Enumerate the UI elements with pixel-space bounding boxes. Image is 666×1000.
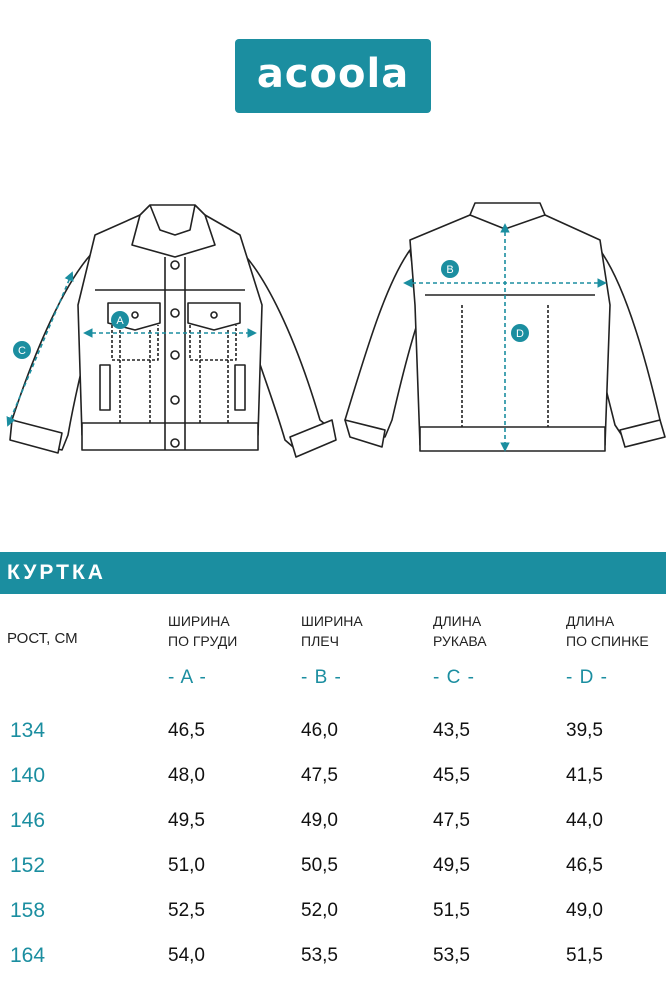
col-b-header-line2: ПЛЕЧ (301, 633, 339, 649)
cell-d: 39,5 (566, 720, 603, 741)
col-c-header-line1: ДЛИНА (433, 613, 482, 629)
marker-a: A (116, 315, 124, 327)
col-b-letter: - B - (301, 667, 342, 688)
product-title: КУРТКА (7, 561, 106, 584)
col-c-header-line2: РУКАВА (433, 633, 487, 649)
cell-a: 52,5 (168, 900, 205, 921)
cell-a: 54,0 (168, 945, 205, 966)
cell-b: 49,0 (301, 810, 338, 831)
cell-a: 51,0 (168, 855, 205, 876)
row-height: 152 (10, 854, 46, 877)
jacket-measurement-diagram (0, 195, 666, 475)
cell-c: 49,5 (433, 855, 470, 876)
row-height: 164 (10, 944, 46, 967)
cell-b: 52,0 (301, 900, 338, 921)
cell-c: 51,5 (433, 900, 470, 921)
table-row (0, 943, 666, 973)
cell-a: 46,5 (168, 720, 205, 741)
table-row (0, 898, 666, 928)
cell-c: 43,5 (433, 720, 470, 741)
row-height: 140 (10, 764, 46, 787)
brand-logo-text: acoola (256, 51, 410, 97)
cell-a: 48,0 (168, 765, 205, 786)
cell-b: 47,5 (301, 765, 338, 786)
cell-c: 53,5 (433, 945, 470, 966)
cell-b: 46,0 (301, 720, 338, 741)
cell-d: 44,0 (566, 810, 603, 831)
brand-logo (235, 39, 431, 113)
col-a-header-line1: ШИРИНА (168, 613, 230, 629)
col-c-letter: - C - (433, 667, 475, 688)
marker-c: C (18, 345, 26, 357)
row-height: 146 (10, 809, 46, 832)
cell-a: 49,5 (168, 810, 205, 831)
row-height: 134 (10, 719, 46, 742)
col-d-letter: - D - (566, 667, 608, 688)
cell-d: 49,0 (566, 900, 603, 921)
col-a-header-line2: ПО ГРУДИ (168, 633, 238, 649)
row-height: 158 (10, 899, 46, 922)
cell-b: 50,5 (301, 855, 338, 876)
cell-c: 45,5 (433, 765, 470, 786)
col-a-letter: - A - (168, 667, 207, 688)
cell-d: 46,5 (566, 855, 603, 876)
cell-c: 47,5 (433, 810, 470, 831)
table-row (0, 808, 666, 838)
cell-b: 53,5 (301, 945, 338, 966)
table-row (0, 853, 666, 883)
jacket-front-view (10, 205, 336, 457)
col-height-header: РОСТ, СМ (7, 630, 78, 647)
cell-d: 51,5 (566, 945, 603, 966)
table-row (0, 718, 666, 748)
cell-d: 41,5 (566, 765, 603, 786)
marker-b: B (446, 264, 454, 276)
col-b-header-line1: ШИРИНА (301, 613, 363, 629)
product-title-banner (0, 552, 666, 594)
col-d-header-line1: ДЛИНА (566, 613, 615, 629)
table-row (0, 763, 666, 793)
col-d-header-line2: ПО СПИНКЕ (566, 633, 649, 649)
marker-d: D (516, 328, 524, 340)
